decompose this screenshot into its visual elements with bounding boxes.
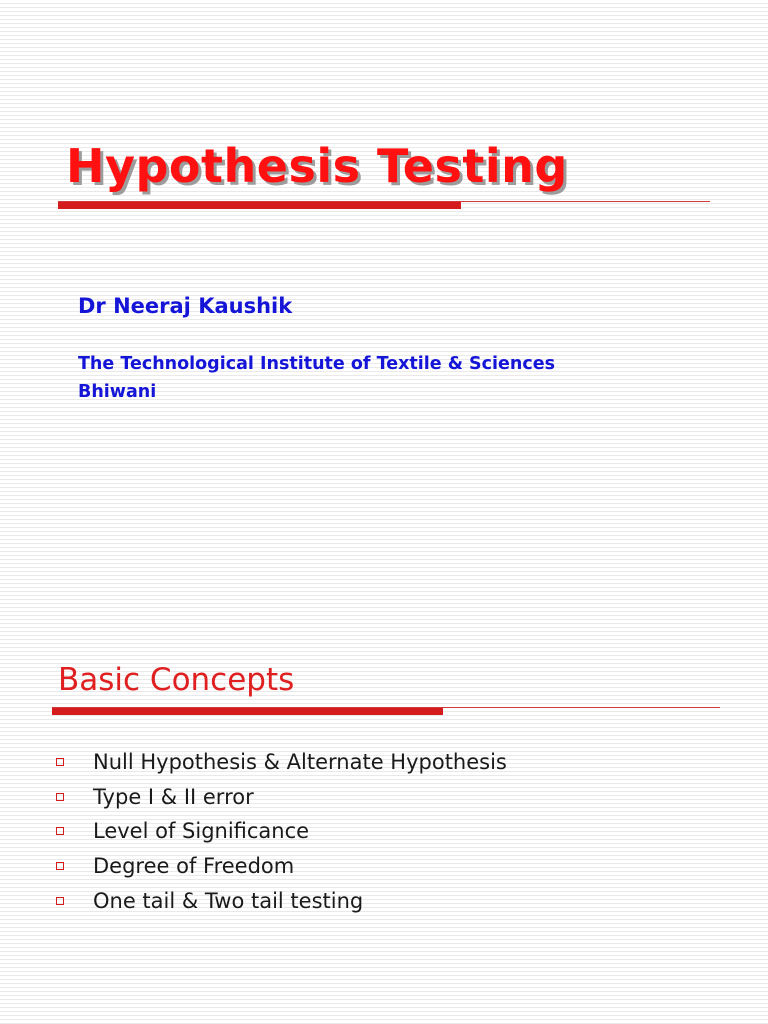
square-bullet-icon: [56, 827, 64, 835]
institute-city: Bhiwani: [78, 382, 157, 402]
concepts-list: [56, 745, 507, 918]
list-item: [56, 780, 507, 815]
square-bullet-icon: [56, 897, 64, 905]
list-item-text: Level of Significance: [93, 819, 310, 844]
institute-block: [78, 350, 555, 406]
author-name: Dr Neeraj Kaushik: [78, 294, 293, 318]
title-underline-thick: [52, 708, 443, 715]
list-item-text: One tail & Two tail testing: [93, 888, 364, 913]
square-bullet-icon: [56, 793, 64, 801]
title-underline-thick: [58, 202, 461, 209]
slide-title: Hypothesis Testing: [66, 139, 568, 193]
concepts-slide: [0, 512, 768, 1024]
institute-name: The Technological Institute of Textile & Sciences: [78, 354, 556, 374]
slide-title: Basic Concepts: [58, 662, 295, 698]
square-bullet-icon: [56, 862, 64, 870]
list-item: [56, 745, 507, 780]
list-item: [56, 883, 507, 918]
list-item-text: Null Hypothesis & Alternate Hypothesis: [93, 750, 507, 775]
list-item-text: Type I & II error: [93, 784, 254, 809]
list-item: [56, 814, 507, 849]
square-bullet-icon: [56, 758, 64, 766]
list-item: [56, 849, 507, 884]
list-item-text: Degree of Freedom: [93, 854, 295, 879]
